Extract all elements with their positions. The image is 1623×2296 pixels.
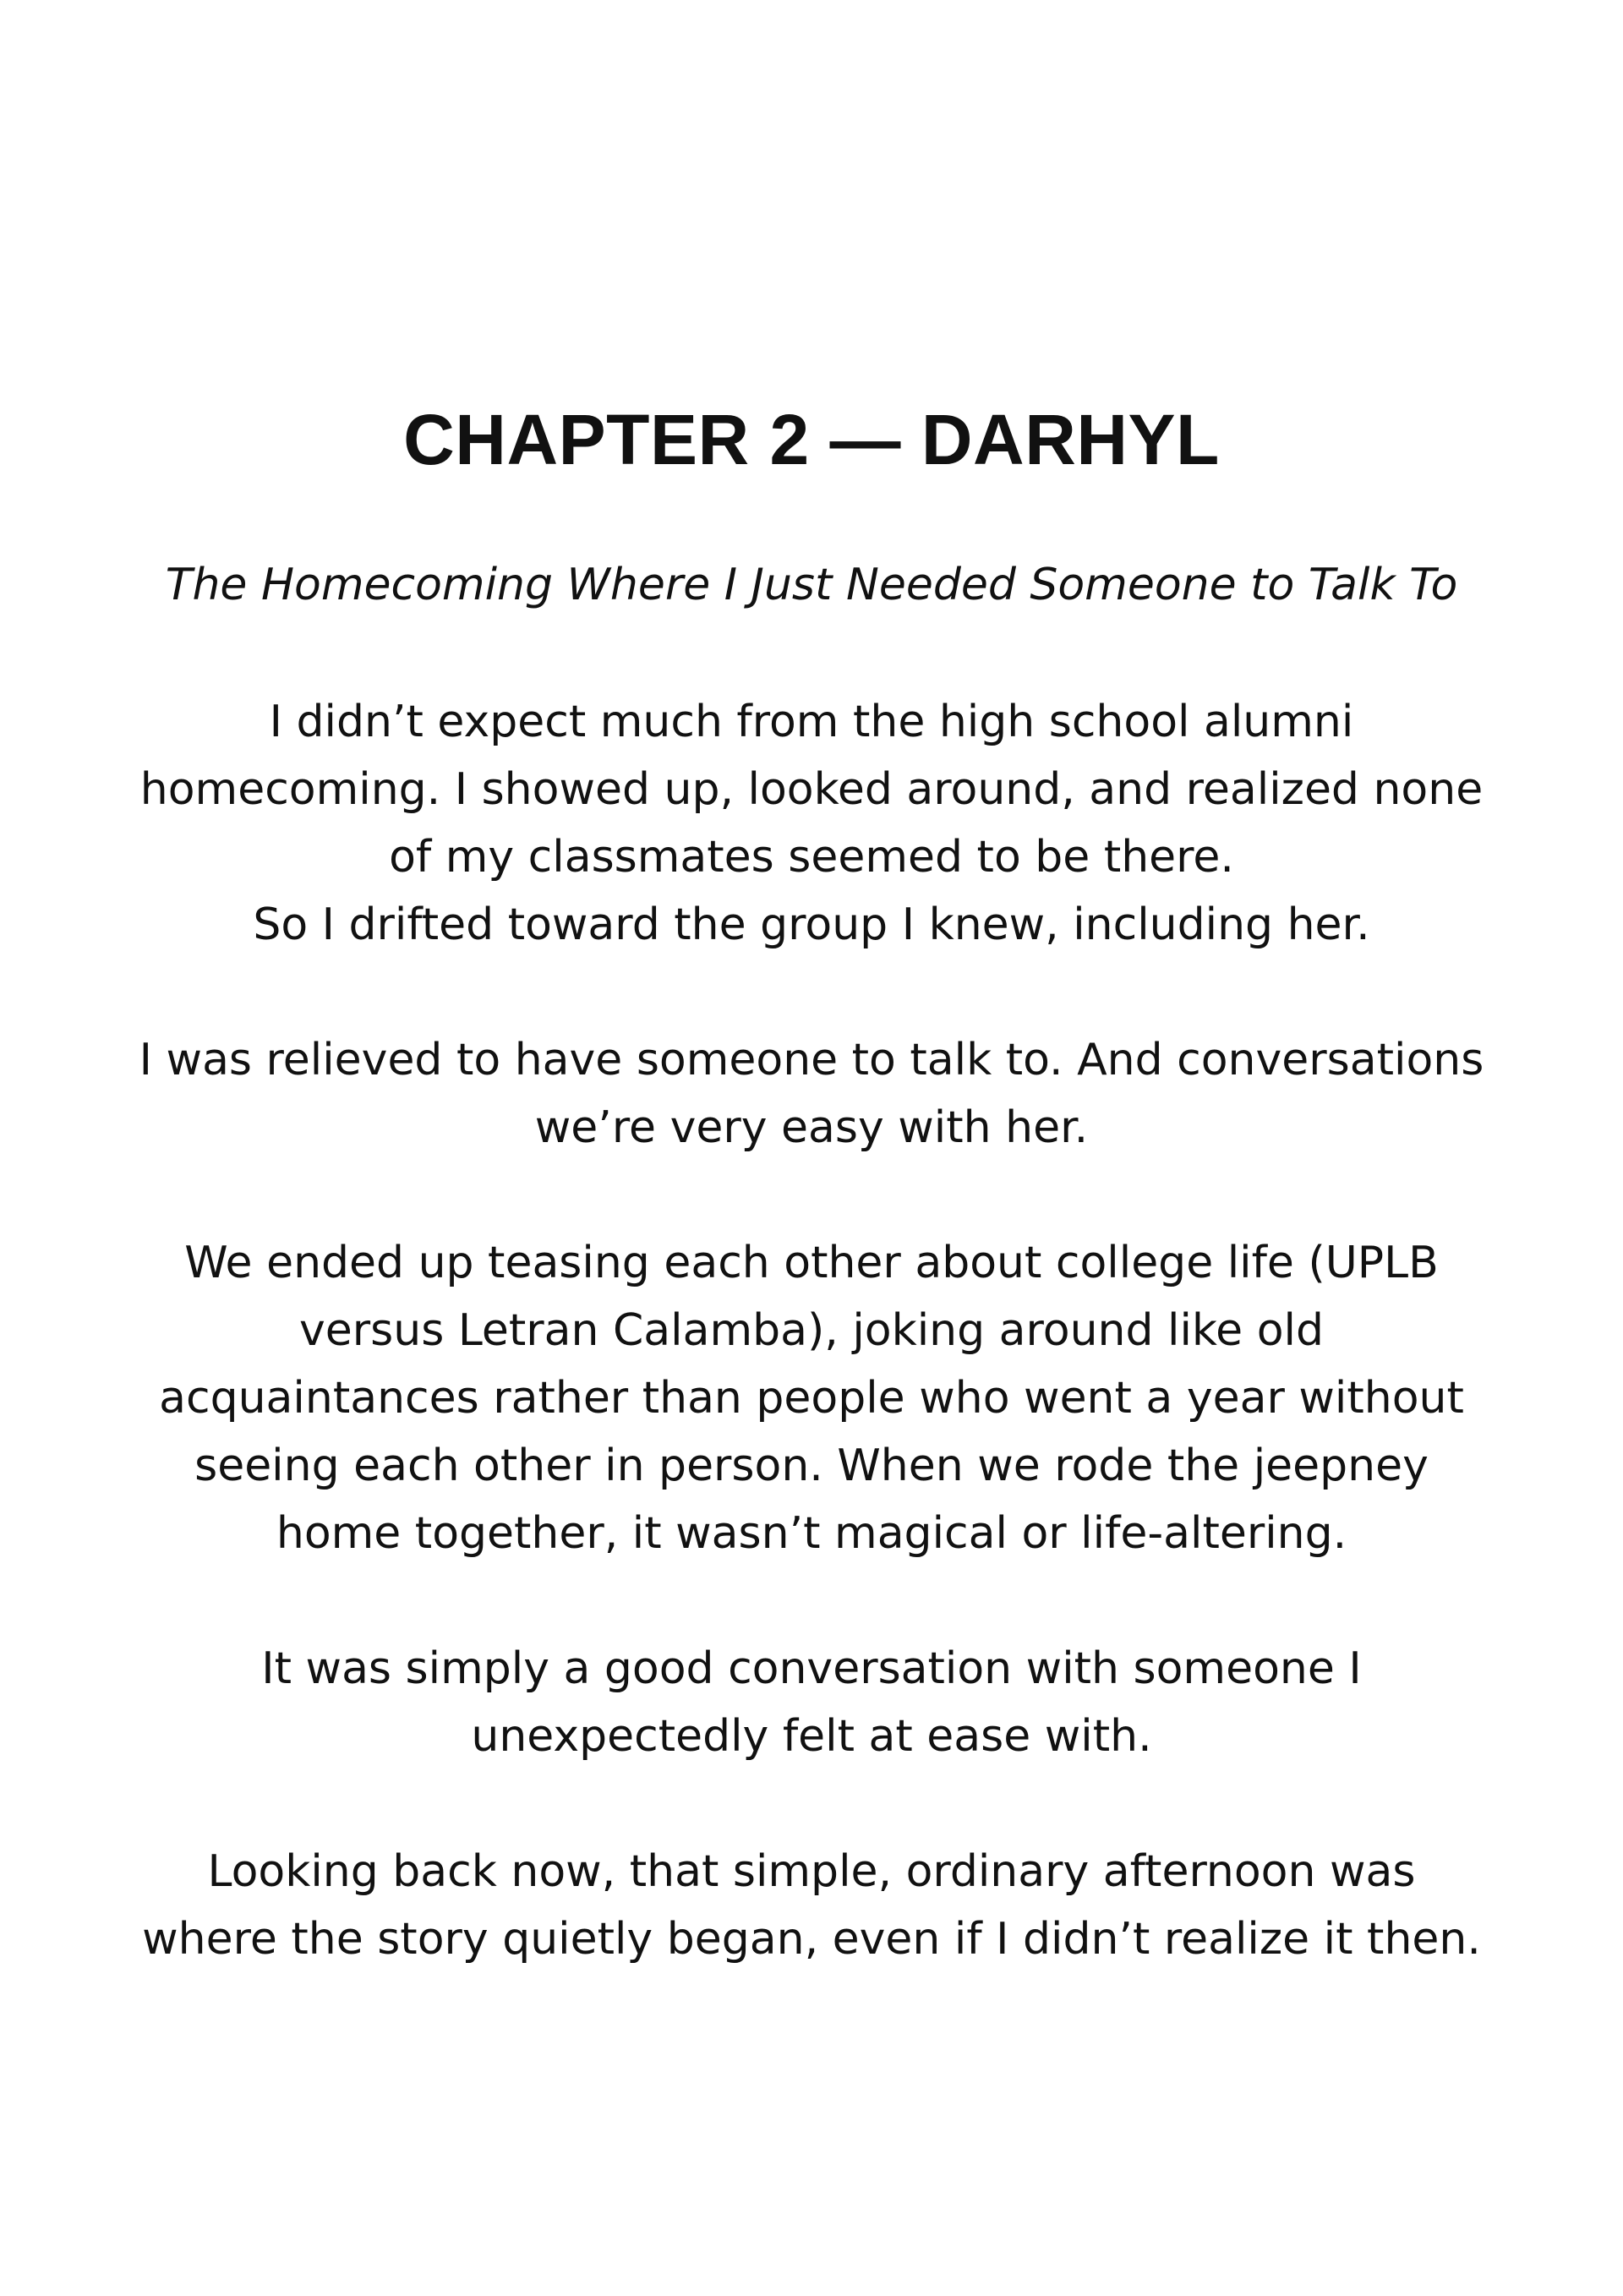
paragraph-line: versus Letran Calamba), joking around like old	[299, 1305, 1324, 1356]
chapter-subtitle: The Homecoming Where I Just Needed Someone to Talk To	[165, 560, 1458, 610]
paragraph-line: where the story quietly began, even if I didn’t realize it then.	[142, 1914, 1481, 1965]
chapter-title: CHAPTER 2 — DARHYL	[403, 400, 1220, 479]
paragraph-line: home together, it wasn’t magical or life-altering.	[276, 1508, 1347, 1559]
paragraph-line: of my classmates seemed to be there.	[389, 832, 1234, 883]
paragraph-2	[85, 1026, 1538, 1162]
paragraph-3	[85, 1229, 1538, 1567]
chapter-body	[85, 688, 1538, 1973]
paragraph-line: Looking back now, that simple, ordinary afternoon was	[207, 1846, 1416, 1897]
paragraph-5	[85, 1838, 1538, 1973]
paragraph-line: So I drifted toward the group I knew, including her.	[253, 899, 1370, 950]
paragraph-line: We ended up teasing each other about college life (UPLB	[184, 1238, 1439, 1288]
paragraph-line: unexpectedly felt at ease with.	[471, 1711, 1152, 1762]
paragraph-line: I didn’t expect much from the high school alumni	[269, 697, 1354, 747]
paragraph-line: acquaintances rather than people who went a year without	[159, 1373, 1464, 1424]
paragraph-line: we’re very easy with her.	[534, 1102, 1089, 1153]
chapter-content	[85, 397, 1538, 1973]
paragraph-line: It was simply a good conversation with someone I	[261, 1643, 1362, 1694]
paragraph-1	[85, 688, 1538, 959]
paragraph-4	[85, 1635, 1538, 1770]
paragraph-line: I was relieved to have someone to talk to. And conversations	[139, 1035, 1484, 1085]
paragraph-line: homecoming. I showed up, looked around, and realized none	[139, 764, 1484, 815]
paragraph-line: seeing each other in person. When we rode the jeepney	[194, 1440, 1429, 1491]
